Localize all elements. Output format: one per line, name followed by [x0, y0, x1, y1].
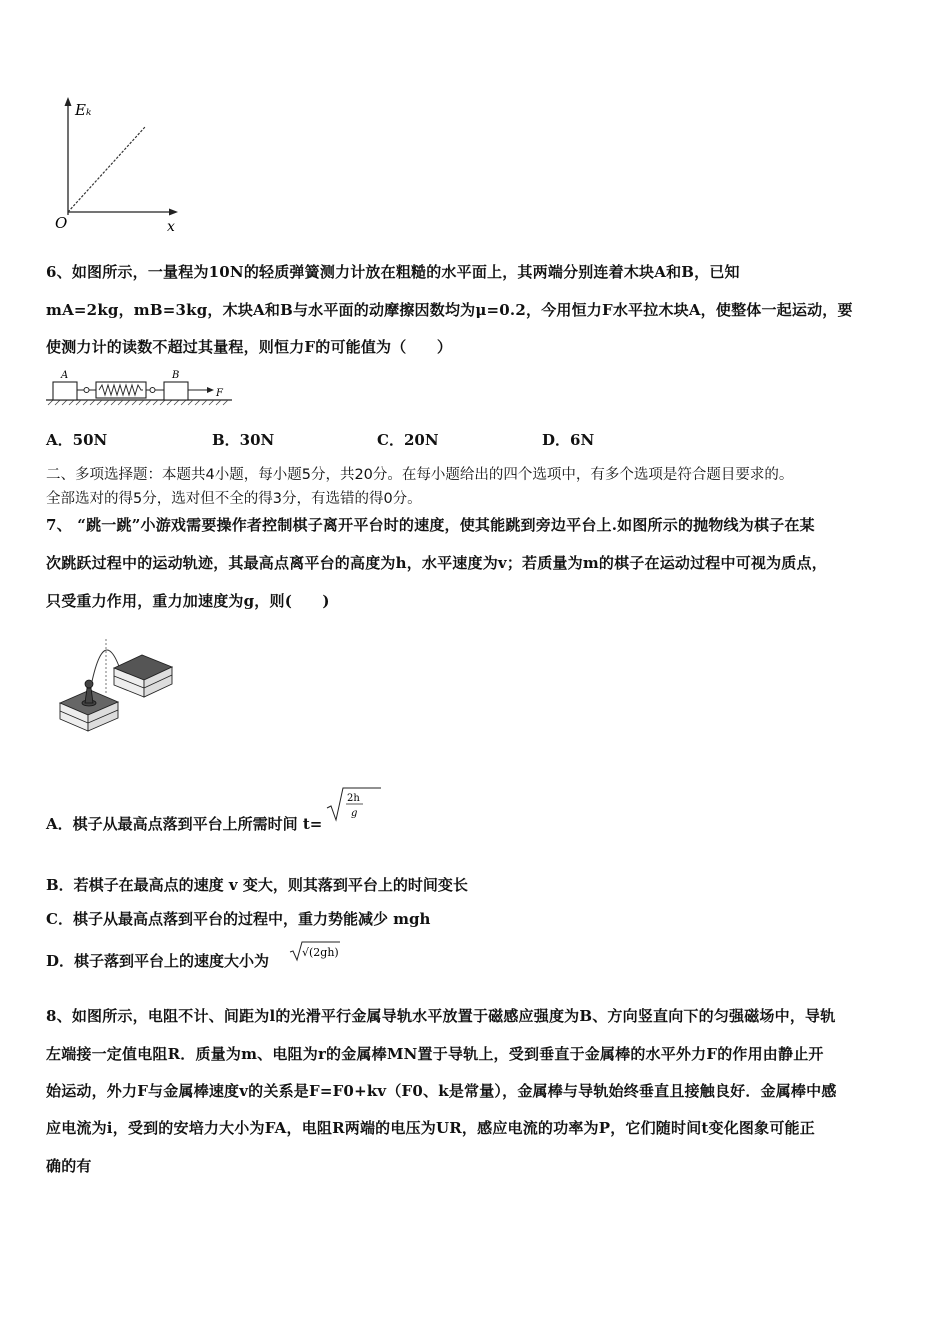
q6-option-a: A．50N [46, 431, 108, 449]
q7-option-b: B．若棋子在最高点的速度 v 变大，则其落到平台上的时间变长 [46, 876, 468, 894]
jump-game-figure [54, 633, 184, 733]
hook-right [150, 388, 155, 393]
q6-line-2: mA=2kg，mB=3kg，木块A和B与水平面的动摩擦因数均为μ=0.2，今用恒力F水平拉木块A，使整体一起运动，要 [46, 301, 853, 319]
spring-balance-figure [46, 367, 236, 409]
q6-option-b: B．30N [212, 431, 275, 449]
block-b-label: B [172, 370, 180, 381]
q7-option-d-formula [288, 940, 348, 962]
q7-option-d-text: D．棋子落到平台上的速度大小为 [46, 952, 270, 970]
y-axis-arrow [65, 97, 72, 106]
force-label: F [216, 388, 223, 399]
x-axis-arrow [169, 209, 178, 216]
q7-line-1: 7、 “跳一跳”小游戏需要操作者控制棋子离开平台时的速度，使其能跳到旁边平台上.如图所示的抛物线为棋子在某 [46, 516, 815, 534]
section2-line-1: 二、多项选择题：本题共4小题，每小题5分，共20分。在每小题给出的四个选项中，有多个选项是符合题目要求的。 [46, 467, 794, 483]
q7-option-d [46, 950, 269, 971]
q7-option-a-text: A．棋子从最高点落到平台上所需时间 t= [46, 815, 323, 833]
svg-text:g: g [351, 808, 358, 819]
q6-option-d: D．6N [542, 431, 595, 449]
block-a-label: A [61, 370, 69, 381]
q7-line-3: 只受重力作用，重力加速度为g，则( ) [46, 592, 330, 610]
y-axis-label: Eₖ [75, 101, 92, 119]
origin-label: O [55, 214, 68, 232]
q7-option-a-formula [325, 786, 385, 826]
q7-line-2: 次跳跃过程中的运动轨迹，其最高点离平台的高度为h，水平速度为v；若质量为m的棋子在运动过程中可视为质点， [46, 554, 827, 572]
q8-line-4: 应电流为i，受到的安培力大小为FA，电阻R两端的电压为UR，感应电流的功率为P，它们随时间t变化图象可能正 [46, 1119, 815, 1137]
q8-line-3: 始运动，外力F与金属棒速度v的关系是F=F0+kv（F0、k是常量），金属棒与导轨始终垂直且接触良好．金属棒中感 [46, 1082, 837, 1100]
q6-line-3: 使测力计的读数不超过其量程，则恒力F的可能值为（ ） [46, 338, 453, 356]
ground-hatch [48, 400, 228, 405]
q7-option-d-formula-text: √(2gh) [302, 946, 339, 959]
q8-line-5: 确的有 [46, 1157, 92, 1175]
force-arrow-head [207, 387, 214, 393]
q6-line-1: 6、如图所示，一量程为10N的轻质弹簧测力计放在粗糙的水平面上，其两端分别连着木块A和B，已知 [46, 263, 740, 281]
block-b [164, 382, 188, 400]
q7-option-a [46, 813, 322, 834]
hook-left [84, 388, 89, 393]
block-a [53, 382, 77, 400]
q8-line-2: 左端接一定值电阻R．质量为m、电阻为r的金属棒MN置于导轨上，受到垂直于金属棒的水平外力F的作用由静止开 [46, 1045, 824, 1063]
q8-line-1: 8、如图所示，电阻不计、间距为l的光滑平行金属导轨水平放置于磁感应强度为B、方向竖直向下的匀强磁场中，导轨 [46, 1007, 836, 1025]
ek-x-graph [48, 95, 188, 240]
q6-option-c: C．20N [377, 431, 439, 449]
x-axis-label: x [167, 219, 175, 235]
q7-option-c: C．棋子从最高点落到平台的过程中，重力势能减少 mgh [46, 910, 431, 928]
svg-text:2h: 2h [347, 793, 360, 804]
ek-line [68, 127, 145, 212]
section2-line-2: 全部选对的得5分，选对但不全的得3分，有选错的得0分。 [46, 491, 422, 507]
